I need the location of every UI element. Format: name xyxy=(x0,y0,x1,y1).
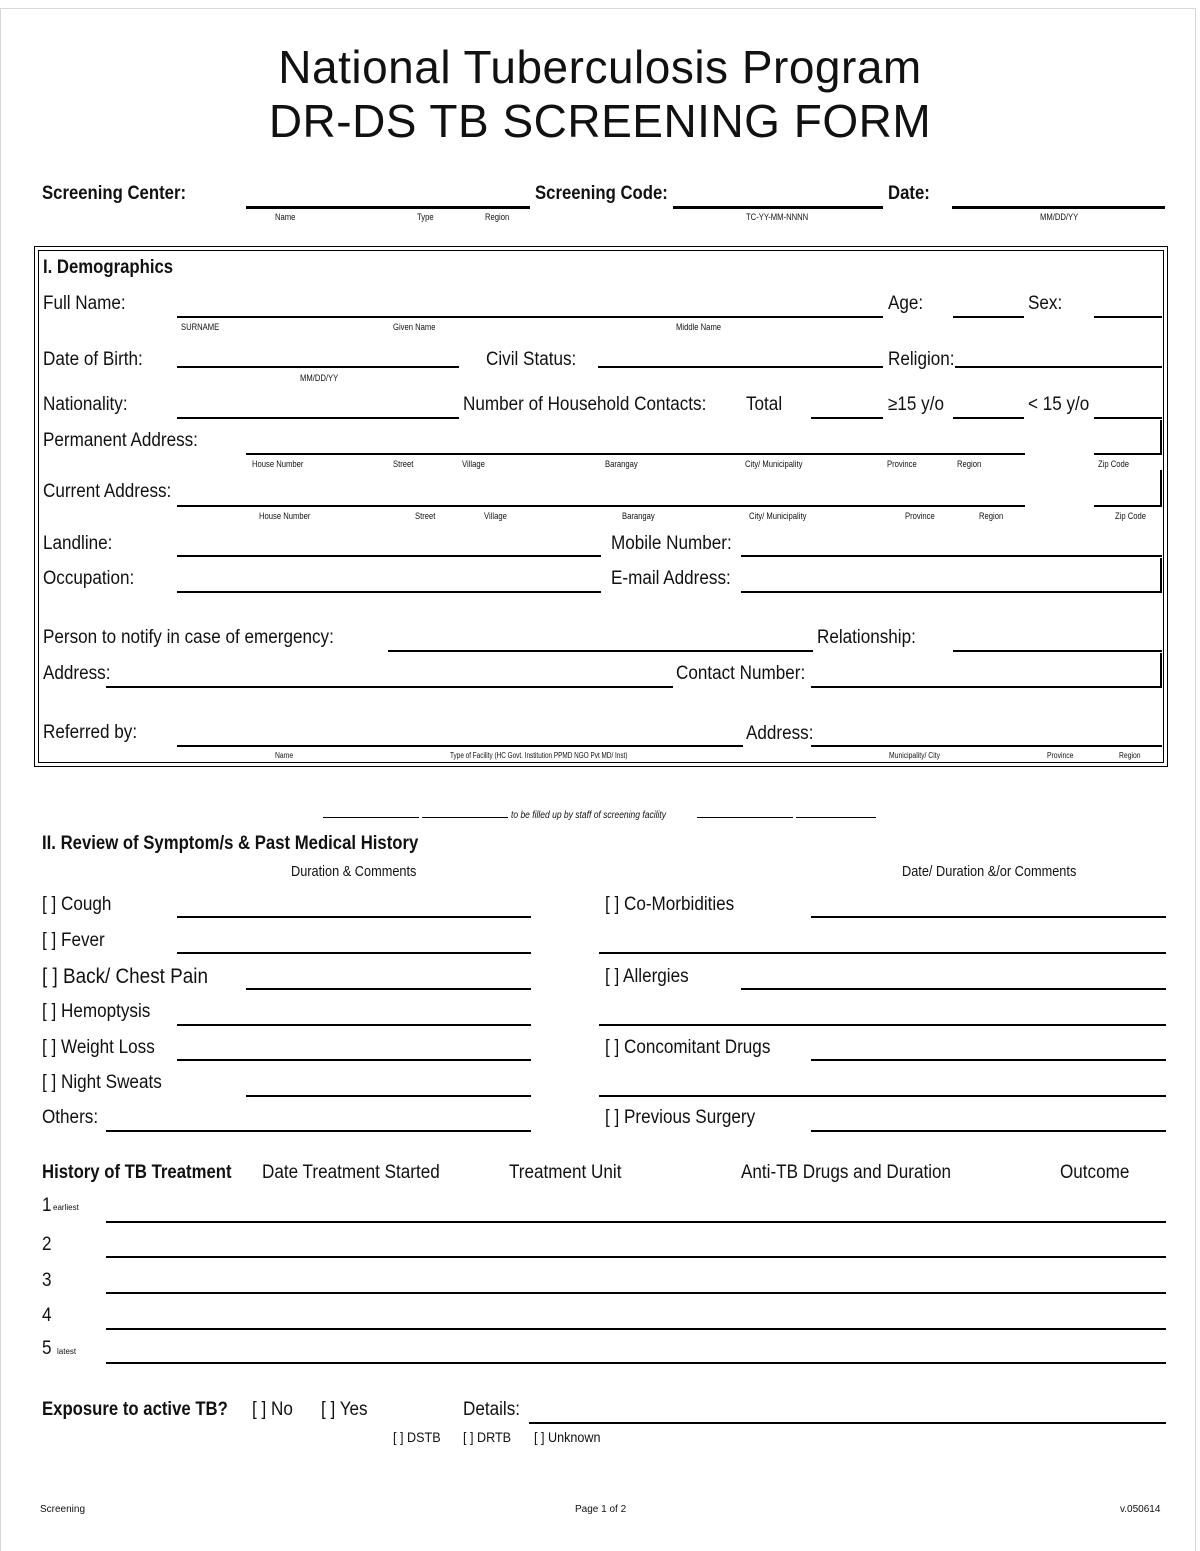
relationship-label: Relationship: xyxy=(817,627,916,648)
curr-sub-zip: Zip Code xyxy=(1115,511,1147,521)
date-duration-comments-label: Date/ Duration &/or Comments xyxy=(902,863,1077,880)
cough-field[interactable] xyxy=(177,916,531,918)
comorbidities-field[interactable] xyxy=(811,916,1166,918)
household-total-label: Total xyxy=(746,394,783,415)
comorbidities-checkbox[interactable]: [ ] Co-Morbidities xyxy=(605,894,735,915)
sub-surname: SURNAME xyxy=(181,322,220,332)
perm-sub-city: City/ Municipality xyxy=(745,459,803,469)
program-title: National Tuberculosis Program xyxy=(278,41,922,93)
landline-label: Landline: xyxy=(43,533,113,554)
religion-field[interactable] xyxy=(955,366,1162,368)
col-drugs-duration: Anti-TB Drugs and Duration xyxy=(741,1162,952,1183)
occupation-label: Occupation: xyxy=(43,568,135,589)
zip-separator-1 xyxy=(1160,420,1162,453)
dob-label: Date of Birth: xyxy=(43,349,143,370)
full-name-field[interactable] xyxy=(177,316,883,318)
curr-sub-region: Region xyxy=(979,511,1004,521)
sex-field[interactable] xyxy=(1094,316,1162,318)
ref-sub-province: Province xyxy=(1047,751,1074,760)
religion-label: Religion: xyxy=(888,349,955,370)
history-row-5-num: 5 xyxy=(42,1338,52,1359)
email-field[interactable] xyxy=(741,591,1162,593)
ref-sub-muni: Municipality/ City xyxy=(889,751,941,760)
night-sweats-field[interactable] xyxy=(246,1095,531,1097)
footer-left: Screening xyxy=(40,1504,86,1515)
household-lt15-label: < 15 y/o xyxy=(1028,394,1090,415)
email-label: E-mail Address: xyxy=(611,568,731,589)
dob-format: MM/DD/YY xyxy=(300,373,339,383)
exposure-unknown-checkbox[interactable]: [ ] Unknown xyxy=(534,1429,601,1445)
contact-number-field[interactable] xyxy=(811,686,1162,688)
dob-field[interactable] xyxy=(177,366,459,368)
footer-page-number: Page 1 of 2 xyxy=(575,1504,627,1515)
zip-separator-2 xyxy=(1160,470,1162,505)
allergies-field-2[interactable] xyxy=(599,1024,1166,1026)
exposure-details-field[interactable] xyxy=(529,1422,1166,1424)
tb-history-heading: History of TB Treatment xyxy=(42,1162,232,1183)
history-row-3-field[interactable] xyxy=(106,1292,1166,1294)
referred-by-label: Referred by: xyxy=(43,722,138,743)
emergency-address-label: Address: xyxy=(43,663,111,684)
referred-address-field[interactable] xyxy=(811,745,1162,747)
referred-address-label: Address: xyxy=(746,723,814,744)
screening-center-label: Screening Center: xyxy=(42,183,187,204)
history-row-1-num: 1 xyxy=(42,1195,52,1216)
exposure-label: Exposure to active TB? xyxy=(42,1399,228,1420)
exposure-yes-checkbox[interactable]: [ ] Yes xyxy=(321,1399,368,1420)
fever-field[interactable] xyxy=(177,952,531,954)
header-sub-name: Name xyxy=(275,212,296,222)
curr-sub-city: City/ Municipality xyxy=(749,511,807,521)
sub-middle-name: Middle Name xyxy=(676,322,722,332)
previous-surgery-field[interactable] xyxy=(811,1130,1166,1132)
header-sub-type: Type xyxy=(417,212,434,222)
exposure-dstb-checkbox[interactable]: [ ] DSTB xyxy=(393,1429,441,1445)
ref-sub-region: Region xyxy=(1119,751,1141,760)
mobile-field[interactable] xyxy=(741,555,1162,557)
concomitant-drugs-field[interactable] xyxy=(811,1059,1166,1061)
history-row-4-field[interactable] xyxy=(106,1328,1166,1330)
history-row-2-num: 2 xyxy=(42,1234,52,1255)
occupation-field[interactable] xyxy=(177,591,601,593)
curr-sub-province: Province xyxy=(905,511,935,521)
full-name-label: Full Name: xyxy=(43,293,126,314)
nationality-label: Nationality: xyxy=(43,394,128,415)
page-edge xyxy=(0,8,1196,1551)
ref-sub-type: Type of Facility (HC Govt. Institution PPMD NGO Pvt MD/ Inst) xyxy=(450,751,628,760)
curr-sub-village: Village xyxy=(484,511,507,521)
previous-surgery-checkbox[interactable]: [ ] Previous Surgery xyxy=(605,1107,756,1128)
history-row-1-field[interactable] xyxy=(106,1221,1166,1223)
screening-center-field[interactable] xyxy=(246,206,530,209)
concomitant-drugs-checkbox[interactable]: [ ] Concomitant Drugs xyxy=(605,1037,771,1058)
night-sweats-checkbox[interactable]: [ ] Night Sweats xyxy=(42,1072,162,1093)
date-label: Date: xyxy=(888,183,930,204)
perm-sub-barangay: Barangay xyxy=(605,459,638,469)
history-row-3-num: 3 xyxy=(42,1270,52,1291)
symptoms-heading: II. Review of Symptom/s & Past Medical History xyxy=(42,833,419,854)
header-sub-date-format: MM/DD/YY xyxy=(1040,212,1079,222)
history-row-5-note: latest xyxy=(57,1347,77,1356)
perm-sub-province: Province xyxy=(887,459,917,469)
divider-line-4 xyxy=(796,817,876,818)
back-chest-pain-checkbox[interactable]: [ ] Back/ Chest Pain xyxy=(42,965,208,988)
screening-code-label: Screening Code: xyxy=(535,183,668,204)
ref-sub-name: Name xyxy=(275,751,294,760)
divider-line-3 xyxy=(697,817,793,818)
sub-given-name: Given Name xyxy=(393,322,436,332)
household-ge15-label: ≥15 y/o xyxy=(888,394,944,415)
email-separator xyxy=(1160,558,1162,591)
permanent-zip-field[interactable] xyxy=(1094,453,1162,455)
curr-sub-house: House Number xyxy=(259,511,311,521)
footer-version: v.050614 xyxy=(1120,1504,1161,1515)
contact-number-label: Contact Number: xyxy=(676,663,806,684)
history-row-1-note: earliest xyxy=(53,1203,79,1212)
current-address-field[interactable] xyxy=(177,505,1025,507)
perm-sub-region: Region xyxy=(957,459,982,469)
divider-note: to be filled up by staff of screening facility xyxy=(511,810,666,821)
hemoptysis-checkbox[interactable]: [ ] Hemoptysis xyxy=(42,1001,151,1022)
hemoptysis-field[interactable] xyxy=(177,1024,531,1026)
duration-comments-label: Duration & Comments xyxy=(291,863,417,880)
form-title: DR-DS TB SCREENING FORM xyxy=(268,95,932,147)
mobile-label: Mobile Number: xyxy=(611,533,732,554)
allergies-field[interactable] xyxy=(741,988,1166,990)
perm-sub-street: Street xyxy=(393,459,414,469)
demographics-heading: I. Demographics xyxy=(43,257,174,278)
col-outcome: Outcome xyxy=(1060,1162,1130,1183)
contact-separator xyxy=(1160,653,1162,686)
header-sub-code-format: TC-YY-MM-NNNN xyxy=(746,212,809,222)
history-row-2-field[interactable] xyxy=(106,1256,1166,1258)
exposure-no-checkbox[interactable]: [ ] No xyxy=(252,1399,293,1420)
header-sub-region: Region xyxy=(485,212,510,222)
curr-sub-barangay: Barangay xyxy=(622,511,655,521)
back-chest-pain-field[interactable] xyxy=(246,988,531,990)
current-address-label: Current Address: xyxy=(43,481,172,502)
permanent-address-label: Permanent Address: xyxy=(43,430,198,451)
weight-loss-field[interactable] xyxy=(177,1059,531,1061)
current-zip-field[interactable] xyxy=(1094,505,1162,507)
household-total-field[interactable] xyxy=(811,417,883,419)
emergency-field[interactable] xyxy=(388,650,813,652)
exposure-drtb-checkbox[interactable]: [ ] DRTB xyxy=(463,1429,512,1445)
history-row-5-field[interactable] xyxy=(106,1362,1166,1364)
weight-loss-checkbox[interactable]: [ ] Weight Loss xyxy=(42,1037,155,1058)
emergency-address-field[interactable] xyxy=(106,686,673,688)
perm-sub-village: Village xyxy=(462,459,485,469)
emergency-label: Person to notify in case of emergency: xyxy=(43,627,334,648)
household-lt15-field[interactable] xyxy=(1094,417,1162,419)
screening-code-field[interactable] xyxy=(673,206,883,209)
age-field[interactable] xyxy=(953,316,1024,318)
age-label: Age: xyxy=(888,293,924,314)
exposure-details-label: Details: xyxy=(463,1399,521,1420)
civil-status-field[interactable] xyxy=(598,366,883,368)
cough-checkbox[interactable]: [ ] Cough xyxy=(42,894,112,915)
household-ge15-field[interactable] xyxy=(953,417,1024,419)
date-field[interactable] xyxy=(952,206,1165,209)
referred-by-field[interactable] xyxy=(177,745,743,747)
household-label: Number of Household Contacts: xyxy=(463,394,707,415)
col-treatment-unit: Treatment Unit xyxy=(509,1162,622,1183)
curr-sub-street: Street xyxy=(415,511,436,521)
divider-line-2 xyxy=(422,817,508,818)
sex-label: Sex: xyxy=(1028,293,1063,314)
others-field[interactable] xyxy=(106,1130,531,1132)
permanent-address-field[interactable] xyxy=(246,453,1025,455)
comorbidities-field-2[interactable] xyxy=(599,952,1166,954)
history-row-4-num: 4 xyxy=(42,1305,52,1326)
fever-checkbox[interactable]: [ ] Fever xyxy=(42,930,105,951)
perm-sub-zip: Zip Code xyxy=(1098,459,1130,469)
others-label: Others: xyxy=(42,1107,99,1128)
concomitant-drugs-field-2[interactable] xyxy=(599,1095,1166,1097)
perm-sub-house: House Number xyxy=(252,459,304,469)
allergies-checkbox[interactable]: [ ] Allergies xyxy=(605,966,689,987)
nationality-field[interactable] xyxy=(177,417,459,419)
divider-line-1 xyxy=(323,817,419,818)
landline-field[interactable] xyxy=(177,555,601,557)
civil-status-label: Civil Status: xyxy=(486,349,577,370)
col-date-started: Date Treatment Started xyxy=(262,1162,440,1183)
relationship-field[interactable] xyxy=(953,650,1162,652)
